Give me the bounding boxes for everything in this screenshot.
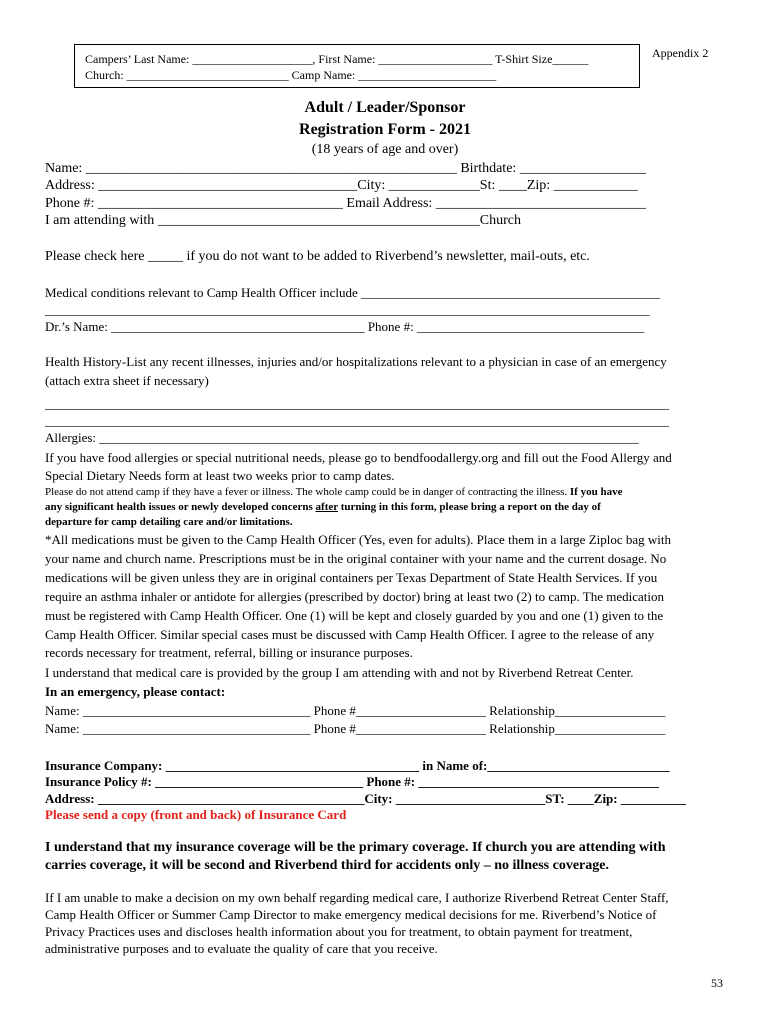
authorization-line-4: administrative purposes and to evaluate the quality of care that you receive.	[45, 941, 438, 956]
fever-notice-line3: departure for camp detailing care and/or limitations.	[45, 516, 293, 528]
doctor-field[interactable]: Dr.’s Name: _______________________________________ Phone #: ___________________________________	[45, 319, 645, 334]
coverage-line-1: I understand that my insurance coverage will be the primary coverage. If church you are attending with	[45, 840, 666, 855]
church-field[interactable]: I am attending with ______________________________________________Church	[45, 213, 521, 228]
emergency-contact-1[interactable]: Name: ___________________________________ Phone #____________________ Relationship_________________	[45, 703, 666, 718]
emergency-contact-2[interactable]: Name: ___________________________________ Phone #____________________ Relationship_________________	[45, 721, 666, 736]
appendix-label: Appendix 2	[652, 46, 709, 60]
health-history-blank-1[interactable]: ________________________________________________________________________________________________	[45, 396, 669, 411]
camper-info-box	[74, 44, 640, 88]
form-subtitle-year: Registration Form - 2021	[299, 121, 471, 138]
insurance-card-note: Please send a copy (front and back) of Insurance Card	[45, 807, 347, 822]
fever-notice-line2: any significant health issues or newly developed concerns after turning in this form, please bring a report on the day of	[45, 501, 601, 513]
age-note: (18 years of age and over)	[311, 142, 459, 157]
medications-line-1: *All medications must be given to the Camp Health Officer (Yes, even for adults). Place them in a large Ziploc bag with	[45, 532, 672, 547]
name-field[interactable]: Name: _____________________________________________________ Birthdate: __________________	[45, 161, 646, 176]
food-allergy-line1: If you have food allergies or special nutritional needs, please go to bendfoodallergy.org and fill out the Food Allergy and	[45, 450, 672, 465]
form-title: Adult / Leader/Sponsor	[304, 99, 466, 116]
address-field[interactable]: Address: _____________________________________City: _____________St: ____Zip: ____________	[45, 178, 638, 193]
health-history-label: Health History-List any recent illnesses, injuries and/or hospitalizations relevant to a physician in case of an emergency	[45, 354, 667, 369]
camper-name-line: Campers’ Last Name: ____________________, First Name: ___________________ T-Shirt Size______	[85, 52, 589, 66]
allergies-field[interactable]: Allergies: ___________________________________________________________________________________	[45, 430, 639, 445]
medications-line-7: records necessary for treatment, referral, billing or insurance purposes.	[45, 645, 413, 660]
health-history-note: (attach extra sheet if necessary)	[45, 373, 209, 388]
phone-email-field[interactable]: Phone #: ___________________________________ Email Address: ______________________________	[45, 196, 646, 211]
medications-line-4: require an asthma inhaler or antidote for allergies (prescribed by doctor) bring at least two (2) to camp. The medication	[45, 589, 664, 604]
medications-line-3: medications will be given unless they are in original containers per Texas Department of State Health Services. If you	[45, 570, 658, 585]
page-number: 53	[711, 976, 723, 990]
authorization-line-2: Camp Health Officer or Summer Camp Director to make emergency medical decisions for me. Riverbend’s Notice of	[45, 907, 657, 922]
authorization-line-3: Privacy Practices uses and discloses health information about you for treatment, to obtain payment for treatment,	[45, 924, 633, 939]
medications-line-6: Camp Health Officer. Similar special cases must be discussed with Camp Health Officer. I agree to the release of any	[45, 627, 655, 642]
authorization-line-1: If I am unable to make a decision on my own behalf regarding medical care, I authorize Riverbend Retreat Center Staff,	[45, 890, 669, 905]
coverage-line-2: carries coverage, it will be second and Riverbend third for accidents only – no illness coverage.	[45, 858, 609, 873]
emergency-heading: In an emergency, please contact:	[45, 684, 226, 699]
newsletter-optout[interactable]: Please check here _____ if you do not want to be added to Riverbend’s newsletter, mail-outs, etc.	[45, 249, 590, 264]
insurance-policy-field[interactable]: Insurance Policy #: ________________________________ Phone #: _____________________________________	[45, 774, 659, 789]
medications-line-2: your name and church name. Prescriptions must be in the original container with your name and the current dosage. No	[45, 551, 667, 566]
fever-notice-line1: Please do not attend camp if they have a fever or illness. The whole camp could be in danger of contracting the illness. If you have	[45, 486, 623, 498]
food-allergy-line2: Special Dietary Needs form at least two weeks prior to camp dates.	[45, 468, 395, 483]
health-history-blank-2[interactable]: ________________________________________________________________________________________________	[45, 413, 669, 428]
medical-conditions-blank[interactable]: _____________________________________________________________________________________________	[45, 302, 650, 317]
insurance-address-field[interactable]: Address: _________________________________________City: _______________________ST: ____Zip: __________	[45, 791, 686, 806]
church-camp-line: Church: ___________________________ Camp Name: _______________________	[85, 68, 497, 82]
medical-conditions-field[interactable]: Medical conditions relevant to Camp Health Officer include ______________________________________________	[45, 285, 660, 300]
medications-line-5: must be registered with Camp Health Officer. One (1) will be kept and closely guarded by you and one (1) given to the	[45, 608, 664, 623]
insurance-company-field[interactable]: Insurance Company: _______________________________________ in Name of:____________________________	[45, 758, 670, 773]
understand-group-care: I understand that medical care is provided by the group I am attending with and not by Riverbend Retreat Center.	[45, 665, 634, 680]
